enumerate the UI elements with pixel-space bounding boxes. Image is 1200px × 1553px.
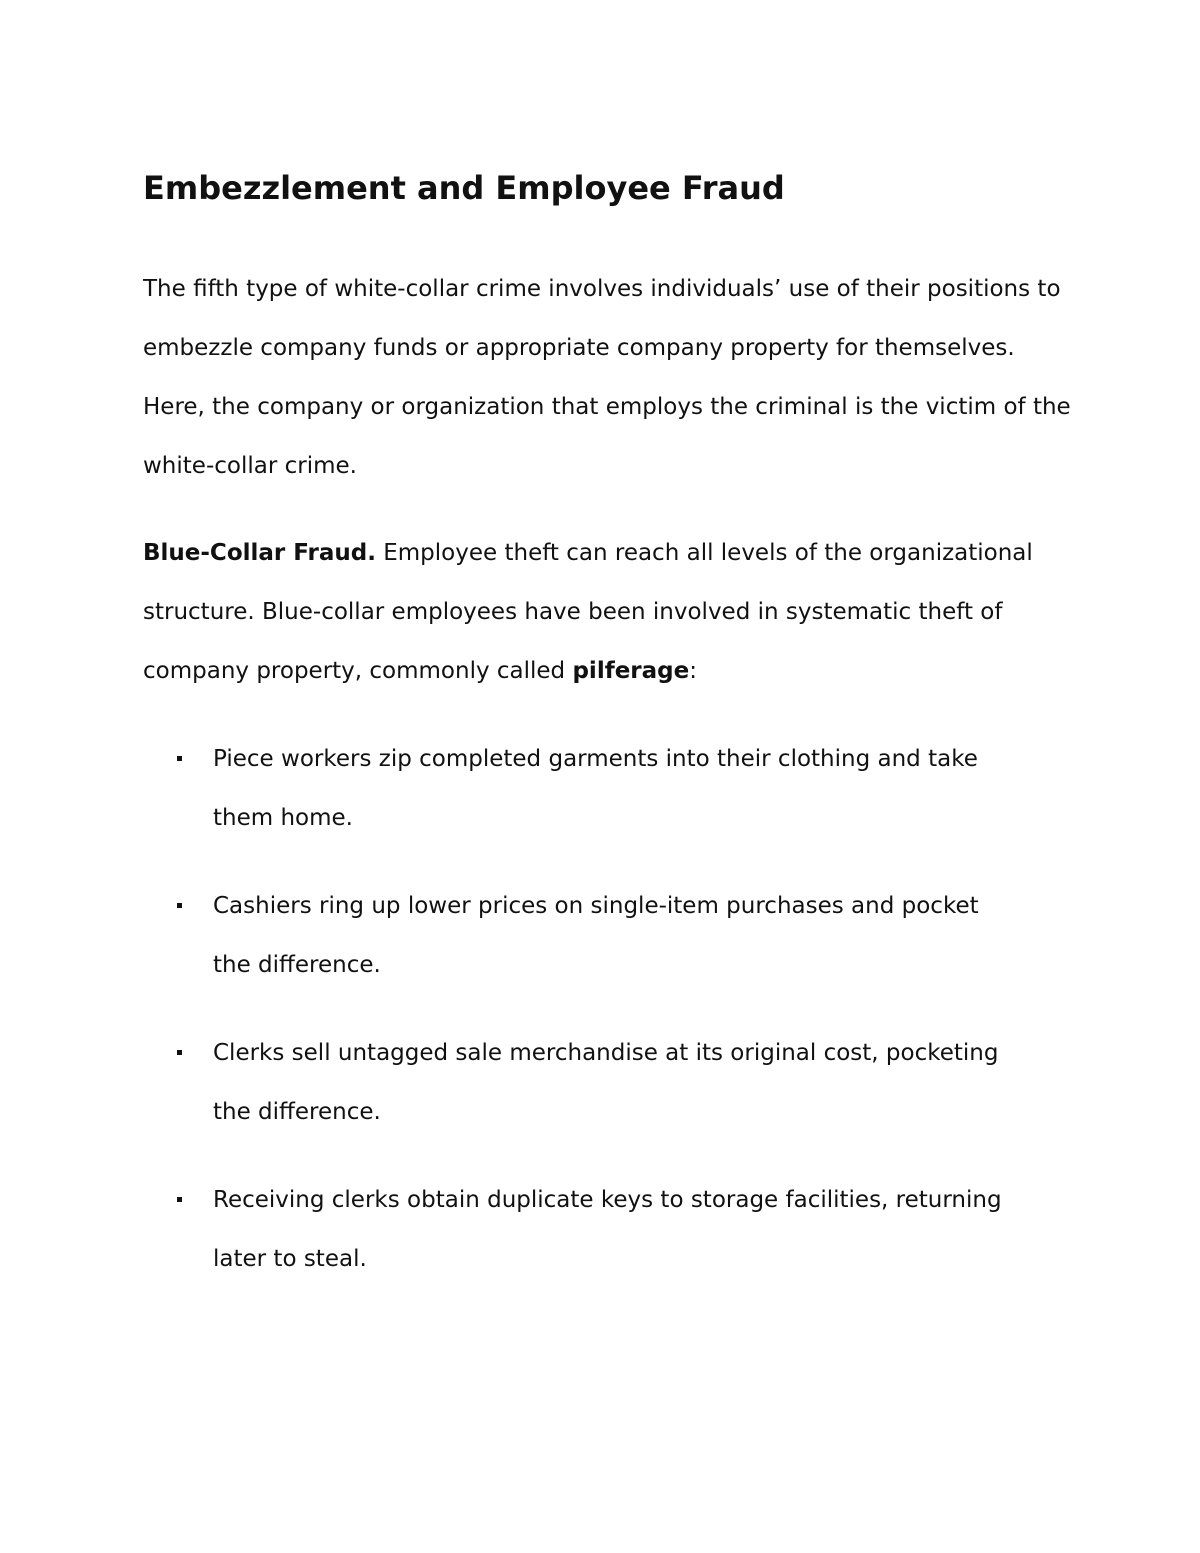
list-item <box>143 1171 1013 1289</box>
bullet-icon <box>177 1050 182 1055</box>
list-item <box>143 730 1013 848</box>
intro-paragraph: The fifth type of white-collar crime involves individuals’ use of their positions to embezzle company funds or appropriate company property for themselves. Here, the company or organization that employs the criminal is the victim of the white-collar crime. <box>143 276 1071 479</box>
bullet-icon <box>177 1197 182 1202</box>
blue-collar-text: Employee theft can reach all levels of the organizational structure. Blue-collar employees have been involved in systematic theft of company property, commonly called <box>143 540 1033 684</box>
document-title: Embezzlement and Employee Fraud <box>143 169 785 207</box>
blue-collar-paragraph <box>143 524 1073 701</box>
list-item <box>143 877 1013 995</box>
blue-collar-heading: Blue-Collar Fraud. <box>143 540 376 566</box>
pilferage-examples-list <box>143 730 1073 1318</box>
list-item <box>143 1024 1013 1142</box>
bullet-icon <box>177 756 182 761</box>
pilferage-term: pilferage <box>572 658 690 684</box>
list-item-text: Piece workers zip completed garments into their clothing and take them home. <box>213 746 978 831</box>
bullet-icon <box>177 903 182 908</box>
blue-collar-text-end: : <box>689 658 697 684</box>
list-item-text: Clerks sell untagged sale merchandise at its original cost, pocketing the difference. <box>213 1040 999 1125</box>
list-item-text: Cashiers ring up lower prices on single-item purchases and pocket the difference. <box>213 893 979 978</box>
list-item-text: Receiving clerks obtain duplicate keys to storage facilities, returning later to steal. <box>213 1187 1002 1272</box>
